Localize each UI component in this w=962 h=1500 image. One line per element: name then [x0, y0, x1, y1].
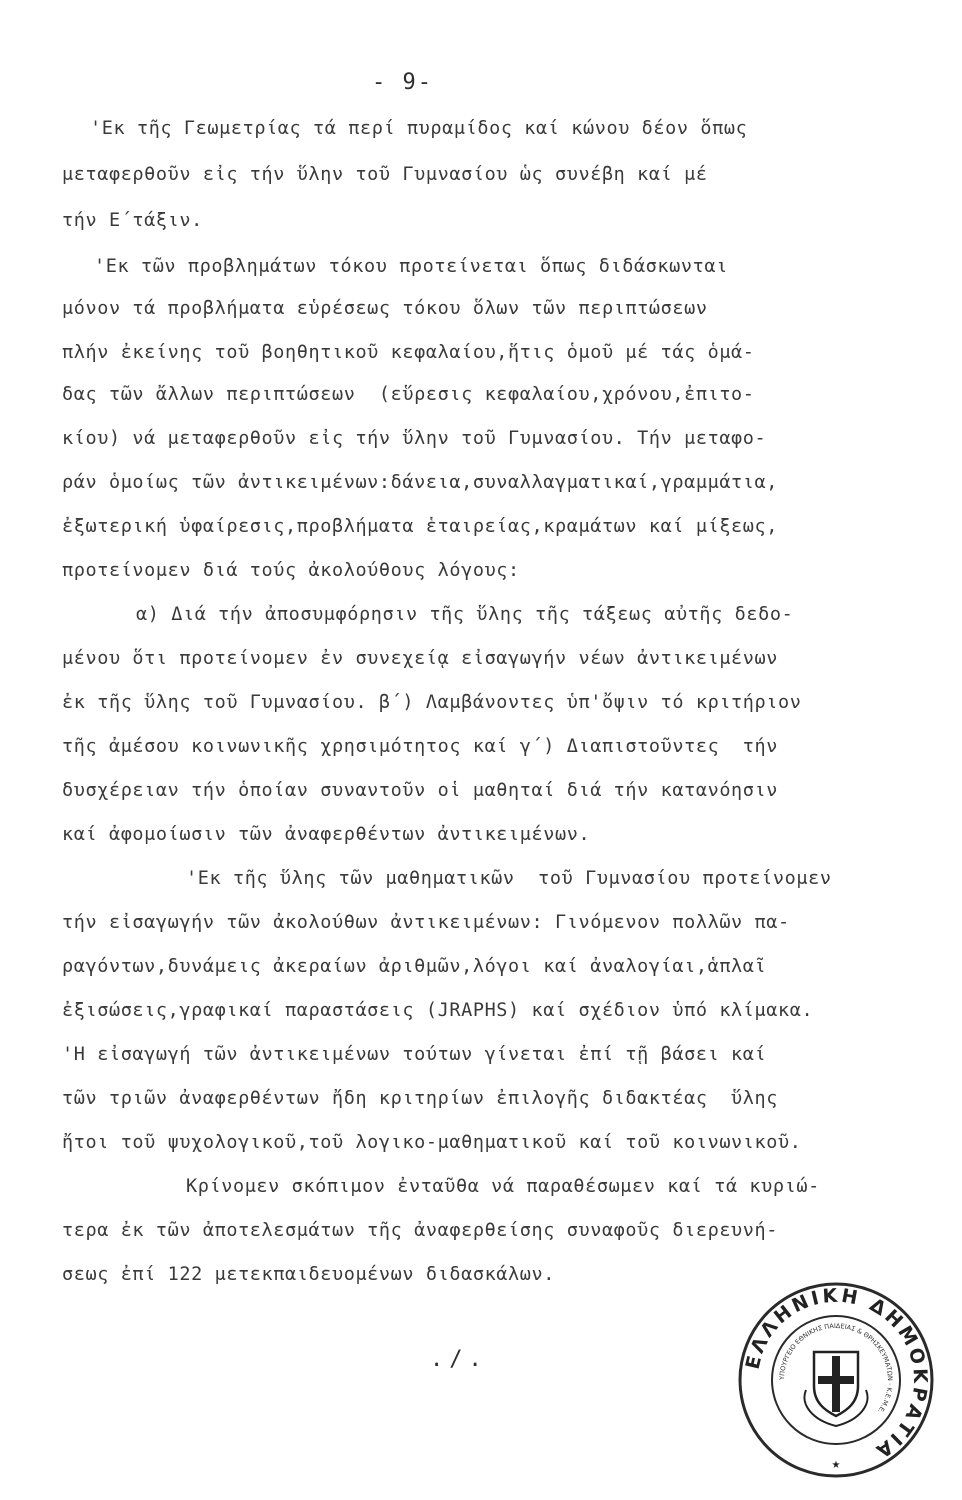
text-line: 'Εκ τῶν προβλημάτων τόκου προτείνεται ὅπως διδάσκωνται	[94, 256, 728, 277]
svg-text:ΥΠΟΥΡΓΕΙΟ ΕΘΝΙΚΗΣ ΠΑΙΔΕΙΑΣ & Θ: ΥΠΟΥΡΓΕΙΟ ΕΘΝΙΚΗΣ ΠΑΙΔΕΙΑΣ & ΘΡΗΣΚΕΥΜΑΤΩΝ · Κ.Ε.Μ.Ε.	[777, 1321, 895, 1415]
text-line: 'Εκ τῆς ὕλης τῶν μαθηματικῶν τοῦ Γυμνασίου προτείνομεν	[186, 868, 832, 889]
svg-text:ΕΛΛΗΝΙΚΗ ΔΗΜΟΚΡΑΤΙΑ: ΕΛΛΗΝΙΚΗ ΔΗΜΟΚΡΑΤΙΑ	[741, 1284, 932, 1464]
text-line: ἐκ τῆς ὕλης τοῦ Γυμνασίου. β΄) Λαμβάνοντες ὑπ'ὄψιν τό κριτήριον	[62, 692, 802, 713]
text-line: κίου) νά μεταφερθοῦν εἰς τήν ὕλην τοῦ Γυμνασίου. Τήν μεταφο-	[62, 428, 767, 449]
text-line: δας τῶν ἄλλων περιπτώσεων (εὕρεσις κεφαλαίου,χρόνου,ἐπιτο-	[62, 384, 755, 405]
text-line: τήν εἰσαγωγήν τῶν ἀκολούθων ἀντικειμένων: Γινόμενον πολλῶν πα-	[62, 912, 790, 933]
text-line: μένου ὅτι προτείνομεν ἐν συνεχείᾳ εἰσαγωγήν νέων ἀντικειμένων	[62, 648, 779, 669]
text-line: α) Διά τήν ἀποσυμφόρησιν τῆς ὕλης τῆς τάξεως αὐτῆς δεδο-	[136, 604, 794, 625]
text-line: ἐξωτερική ὑφαίρεσις,προβλήματα ἑταιρείας,κραμάτων καί μίξεως,	[62, 516, 779, 537]
continuation-mark: ./.	[430, 1347, 488, 1372]
text-line: ἐξισώσεις,γραφικαί παραστάσεις (JRAPHS) καί σχέδιον ὑπό κλίμακα.	[62, 1000, 814, 1021]
svg-text:★: ★	[831, 1456, 841, 1472]
text-line: ράν ὁμοίως τῶν ἀντικειμένων:δάνεια,συναλλαγματικαί,γραμμάτια,	[62, 472, 779, 493]
text-line: τῶν τριῶν ἀναφερθέντων ἤδη κριτηρίων ἐπιλογῆς διδακτέας ὕλης	[62, 1088, 779, 1109]
text-line: τῆς ἀμέσου κοινωνικῆς χρησιμότητος καί γ΄) Διαπιστοῦντες τήν	[62, 736, 779, 757]
text-line: σεως ἐπί 122 μετεκπαιδευομένων διδασκάλων.	[62, 1264, 555, 1285]
text-line: 'Εκ τῆς Γεωμετρίας τά περί πυραμίδος καί κώνου δέον ὅπως	[90, 118, 748, 139]
page-number: - 9-	[372, 70, 433, 95]
text-line: προτείνομεν διά τούς ἀκολούθους λόγους:	[62, 560, 520, 581]
text-line: Κρίνομεν σκόπιμον ἐνταῦθα νά παραθέσωμεν καί τά κυριώ-	[186, 1176, 820, 1197]
official-stamp	[736, 1280, 936, 1480]
text-line: ραγόντων,δυνάμεις ἀκεραίων ἀριθμῶν,λόγοι καί ἀναλογίαι,ἁπλαῖ	[62, 956, 767, 977]
text-line: ἤτοι τοῦ ψυχολογικοῦ,τοῦ λογικο-μαθηματικοῦ καί τοῦ κοινωνικοῦ.	[62, 1132, 802, 1153]
text-line: μόνον τά προβλήματα εὑρέσεως τόκου ὅλων τῶν περιπτώσεων	[62, 298, 708, 319]
text-line: 'Η εἰσαγωγή τῶν ἀντικειμένων τούτων γίνεται ἐπί τῇ βάσει καί	[62, 1044, 767, 1065]
text-line: δυσχέρειαν τήν ὁποίαν συναντοῦν οἱ μαθηταί διά τήν κατανόησιν	[62, 780, 779, 801]
text-line: τερα ἐκ τῶν ἀποτελεσμάτων τῆς ἀναφερθείσης συναφοῦς διερευνή-	[62, 1220, 779, 1241]
text-line: πλήν ἐκείνης τοῦ βοηθητικοῦ κεφαλαίου,ἥτις ὁμοῦ μέ τάς ὁμά-	[62, 342, 755, 363]
text-line: μεταφερθοῦν εἰς τήν ὕλην τοῦ Γυμνασίου ὡς συνέβη καί μέ	[62, 164, 708, 185]
text-line: τήν Ε΄τάξιν.	[62, 210, 203, 231]
coat-of-arms-icon	[804, 1352, 867, 1426]
text-line: καί ἀφομοίωσιν τῶν ἀναφερθέντων ἀντικειμένων.	[62, 824, 591, 845]
